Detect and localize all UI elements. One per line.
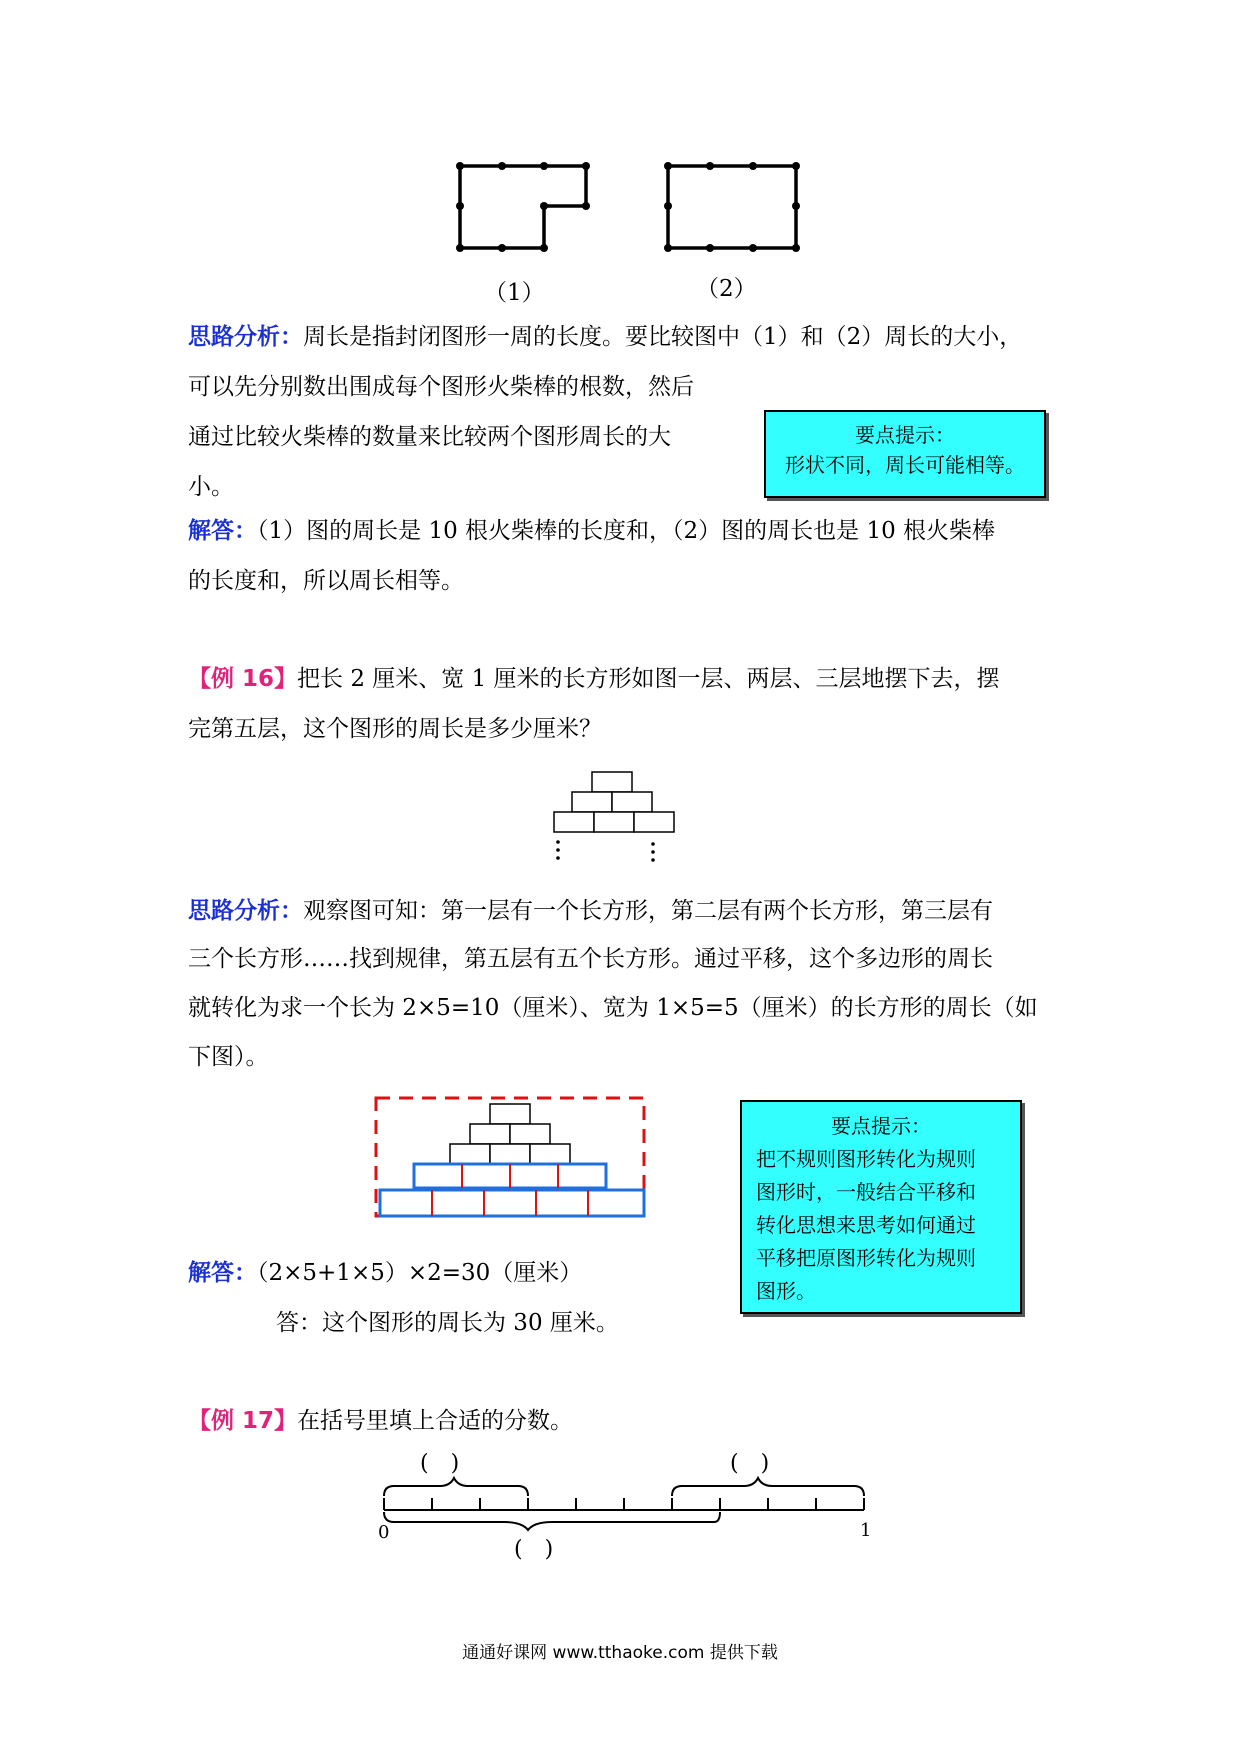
example-16 [188, 664, 1000, 694]
example-17 [188, 1406, 573, 1436]
analysis-16-line4: 下图）。 [188, 1044, 269, 1070]
analysis-16 [188, 896, 993, 926]
tip-text: 形状不同，周长可能相等。 [785, 453, 1025, 477]
layer-5 [380, 1190, 644, 1216]
tip-box-15 [764, 410, 1046, 498]
analysis-16-line2: 三个长方形……找到规律，第五层有五个长方形。通过平移，这个多边形的周长 [188, 946, 993, 972]
tip-line: 平移把原图形转化为规则 [756, 1246, 976, 1270]
answer-tag: 解答： [188, 1260, 257, 1286]
answer-formula: （2×5+1×5）×2=30（厘米） [257, 1260, 583, 1286]
matchstick-shape-1 [460, 166, 586, 248]
analysis-15 [188, 322, 1022, 352]
tip-box-16 [740, 1100, 1022, 1314]
analysis-15-line4: 小。 [188, 474, 234, 500]
answer-tag: 解答： [188, 518, 257, 544]
number-line [372, 1450, 882, 1570]
figure-label-2: （2） [696, 276, 757, 302]
brace-left [384, 1478, 528, 1496]
example-text: 在括号里填上合适的分数。 [297, 1408, 574, 1434]
tip-line: 转化思想来思考如何通过 [756, 1213, 976, 1237]
analysis-text: 周长是指封闭图形一周的长度。要比较图中（1）和（2）周长的大小， [303, 324, 1023, 350]
brick-pyramid [550, 770, 680, 870]
bracket-label-right: ( ) [730, 1451, 770, 1476]
answer-15 [188, 516, 995, 546]
transformed-figure [372, 1094, 652, 1224]
analysis-15-line2: 可以先分别数出围成每个图形火柴棒的根数，然后 [188, 374, 694, 400]
analysis-tag: 思路分析： [188, 324, 303, 350]
bracket-label-bottom: ( ) [514, 1537, 554, 1562]
tip-line: 图形时，一般结合平移和 [756, 1180, 976, 1204]
example-16-line2: 完第五层，这个图形的周长是多少厘米？ [188, 716, 602, 742]
matchstick-shape-2 [668, 166, 796, 248]
analysis-15-line3: 通过比较火柴棒的数量来比较两个图形周长的大 [188, 424, 671, 450]
tip-line: 图形。 [756, 1279, 816, 1303]
example-text: 把长 2 厘米、宽 1 厘米的长方形如图一层、两层、三层地摆下去，摆 [297, 666, 1000, 692]
tick-label-0: 0 [378, 1522, 390, 1543]
tick-label-1: 1 [860, 1520, 872, 1541]
answer-15-line2: 的长度和，所以周长相等。 [188, 568, 464, 594]
answer-text: （1）图的周长是 10 根火柴棒的长度和，（2）图的周长也是 10 根火柴棒 [257, 518, 996, 544]
page-footer: 通通好课网 www.tthaoke.com 提供下载 [462, 1643, 778, 1663]
bracket-label-left: ( ) [420, 1451, 460, 1476]
answer-16-conclusion: 答：这个图形的周长为 30 厘米。 [276, 1310, 619, 1336]
tip-line: 把不规则图形转化为规则 [756, 1147, 976, 1171]
analysis-text: 观察图可知：第一层有一个长方形，第二层有两个长方形，第三层有 [303, 898, 993, 924]
figure-label-1: （1） [484, 280, 545, 306]
tip-title: 要点提示： [831, 1114, 931, 1138]
tip-title: 要点提示： [855, 423, 955, 447]
analysis-tag: 思路分析： [188, 898, 303, 924]
example-tag: 【例 16】 [188, 666, 298, 692]
analysis-16-line3: 就转化为求一个长为 2×5=10（厘米）、宽为 1×5=5（厘米）的长方形的周长（如 [188, 995, 1038, 1021]
brace-right [672, 1478, 864, 1496]
example-tag: 【例 17】 [188, 1408, 298, 1434]
brace-bottom [384, 1512, 720, 1530]
answer-16 [188, 1258, 582, 1288]
